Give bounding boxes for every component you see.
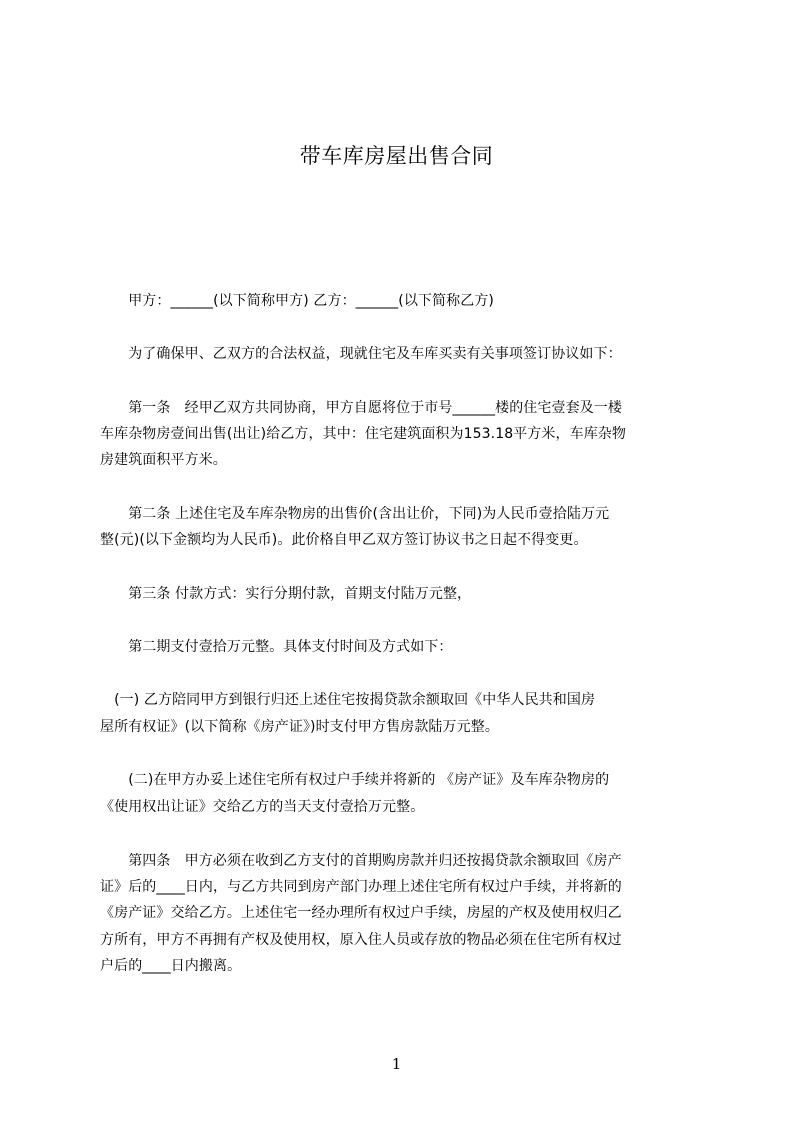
page-number: 1: [391, 1055, 402, 1073]
party-line: 甲方：______(以下简称甲方) 乙方：______(以下简称乙方): [100, 293, 494, 309]
article-1-line-3: 房建筑面积平方米。: [100, 452, 227, 468]
clause-2-line-1: (二)在甲方办妥上述住宅所有权过户手续并将新的 《房产证》及车库杂物房的: [100, 772, 610, 788]
second-payment-line: 第二期支付壹拾万元整。具体支付时间及方式如下：: [100, 639, 453, 655]
article-4-line-1: 第四条 甲方必须在收到乙方支付的首期购房款并归还按揭贷款余额取回《房产: [100, 853, 622, 869]
article-3-line: 第三条 付款方式：实行分期付款，首期支付陆万元整，: [100, 586, 472, 602]
article-1-line-2: 车库杂物房壹间出售(出让)给乙方，其中：住宅建筑面积为153.18平方米，车库杂物: [100, 426, 627, 442]
article-4-line-2: 证》后的____日内，与乙方共同到房产部门办理上述住宅所有权过户手续，并将新的: [100, 879, 622, 895]
clause-1-line-2: 屋所有权证》(以下简称《房产证》)时支付甲方售房款陆万元整。: [100, 719, 499, 735]
clause-2-line-2: 《使用权出让证》交给乙方的当天支付壹拾万元整。: [100, 799, 425, 815]
document-title: 带车库房屋出售合同: [299, 144, 494, 168]
article-2-line-2: 整(元)(以下金额均为人民币)。此价格自甲乙双方签订协议书之日起不得变更。: [100, 532, 588, 548]
article-1-line-1: 第一条 经甲乙双方共同协商，甲方自愿将位于市号______楼的住宅壹套及一楼: [100, 400, 622, 416]
article-4-line-5: 户后的____日内搬离。: [100, 958, 242, 974]
article-4-line-4: 方所有，甲方不再拥有产权及使用权，原入住人员或存放的物品必须在住宅所有权过: [100, 932, 622, 948]
article-2-line-1: 第二条 上述住宅及车库杂物房的出售价(含出让价，下同)为人民币壹拾陆万元: [100, 506, 610, 522]
clause-1-line-1: (一) 乙方陪同甲方到银行归还上述住宅按揭贷款余额取回《中华人民共和国房: [100, 692, 596, 708]
article-4-line-3: 《房产证》交给乙方。上述住宅一经办理所有权过户手续，房屋的产权及使用权归乙: [100, 905, 622, 921]
preamble-line: 为了确保甲、乙双方的合法权益，现就住宅及车库买卖有关事项签订协议如下：: [100, 346, 622, 362]
